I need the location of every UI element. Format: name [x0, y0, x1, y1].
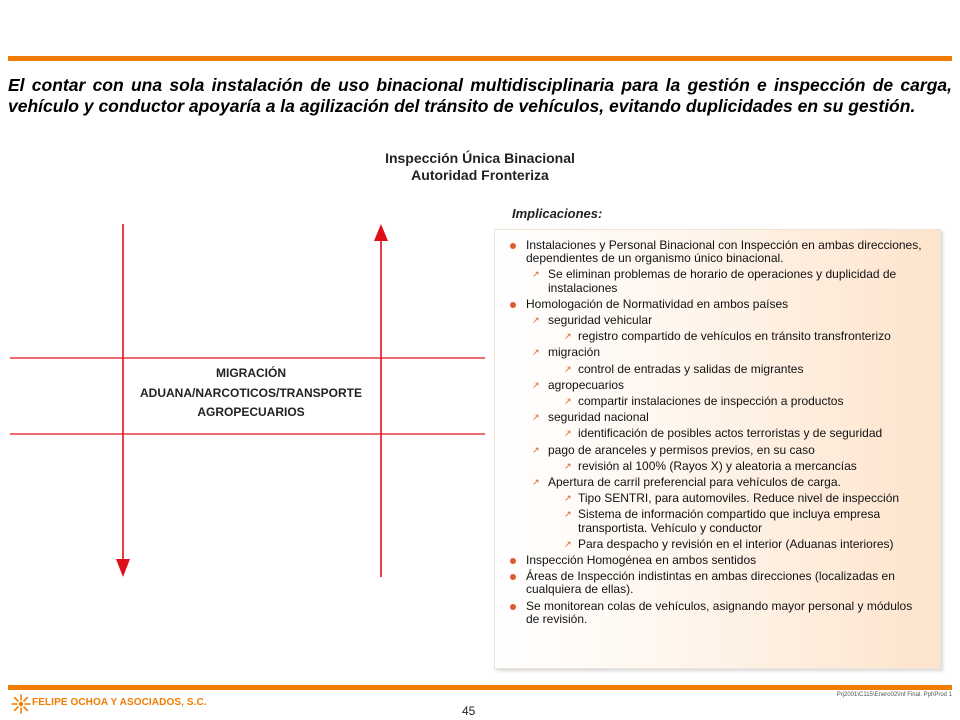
implication-item-level2 [509, 346, 928, 359]
implication-item-level3 [509, 330, 928, 343]
top-divider-bar [8, 56, 952, 61]
bullet-dot-icon [510, 558, 516, 564]
bottom-divider-bar [8, 685, 952, 690]
bullet-dot-icon [510, 574, 516, 580]
sub-bullet-arrow-icon: ↗ [564, 363, 572, 374]
sub-bullet-arrow-icon: ↗ [564, 331, 572, 342]
implication-item-level2 [509, 268, 928, 294]
sub-bullet-arrow-icon: ↗ [564, 509, 572, 520]
implication-item-level2 [509, 476, 928, 489]
sub-bullet-arrow-icon: ↗ [564, 428, 572, 439]
implication-text: Para despacho y revisión en el interior (Aduanas interiores) [578, 536, 894, 551]
bullet-dot-icon [510, 302, 516, 308]
sub-bullet-arrow-icon: ↗ [532, 444, 540, 455]
implication-text: Inspección Homogénea en ambos sentidos [526, 553, 757, 568]
company-logo-icon [10, 693, 32, 715]
bullet-dot-icon [510, 243, 516, 249]
implication-item-level3 [509, 460, 928, 473]
implication-text: migración [548, 345, 601, 360]
implication-text: Homologación de Normatividad en ambos países [526, 296, 789, 311]
implication-item-level2 [509, 379, 928, 392]
down-arrow-head [116, 559, 130, 577]
sub-bullet-arrow-icon: ↗ [532, 347, 540, 358]
agency-migracion: MIGRACIÓN [216, 366, 286, 380]
implication-text: Se monitorean colas de vehículos, asignando mayor personal y módulos de revisión. [526, 598, 913, 626]
implication-item-level3 [509, 395, 928, 408]
implication-item-level1 [509, 600, 928, 626]
sub-bullet-arrow-icon: ↗ [564, 538, 572, 549]
implication-item-level2 [509, 314, 928, 327]
implication-text: Instalaciones y Personal Binacional con Inspección en ambas direcciones, dependientes de un organismo único binacional. [526, 238, 922, 266]
implication-item-level3 [509, 508, 928, 534]
sub-bullet-arrow-icon: ↗ [564, 493, 572, 504]
implication-text: Apertura de carril preferencial para vehículos de carga. [548, 475, 841, 490]
up-arrow-head [374, 224, 388, 241]
implications-heading: Implicaciones: [512, 206, 603, 221]
sub-bullet-arrow-icon: ↗ [532, 269, 540, 280]
company-name: FELIPE OCHOA Y ASOCIADOS, S.C. [32, 697, 207, 708]
implication-text: identificación de posibles actos terroristas y de seguridad [578, 426, 883, 441]
agency-agropecuarios: AGROPECUARIOS [197, 405, 305, 419]
implication-text: seguridad vehicular [548, 313, 653, 328]
sub-bullet-arrow-icon: ↗ [564, 460, 572, 471]
implication-text: pago de aranceles y permisos previos, en su caso [548, 442, 815, 457]
implications-list [495, 230, 940, 626]
sub-bullet-arrow-icon: ↗ [532, 412, 540, 423]
implication-text: agropecuarios [548, 377, 625, 392]
diagram-title-line1: Inspección Única Binacional [385, 150, 575, 166]
implication-text: seguridad nacional [548, 410, 649, 425]
implication-text: registro compartido de vehículos en tránsito transfronterizo [578, 329, 891, 344]
implication-item-level3 [509, 363, 928, 376]
sub-bullet-arrow-icon: ↗ [532, 315, 540, 326]
implication-text: Sistema de información compartido que incluya empresa transportista. Vehículo y conductor [578, 507, 881, 535]
page-number: 45 [462, 704, 476, 718]
control-agencies-label [120, 364, 382, 423]
headline-text: El contar con una sola instalación de uso binacional multidisciplinaria para la gestión e inspección de carga, vehículo y conductor apoyaría a la agilización del tránsito de vehículos, evitando duplicidades en su gestión. [8, 75, 952, 116]
implication-text: revisión al 100% (Rayos X) y aleatoria a mercancías [578, 458, 857, 473]
implication-item-level3 [509, 427, 928, 440]
implication-item-level1 [509, 554, 928, 567]
implication-item-level3 [509, 492, 928, 505]
implication-item-level2 [509, 411, 928, 424]
sub-bullet-arrow-icon: ↗ [532, 379, 540, 390]
implication-item-level1 [509, 570, 928, 596]
implication-item-level1 [509, 239, 928, 265]
sub-bullet-arrow-icon: ↗ [532, 477, 540, 488]
bullet-dot-icon [510, 604, 516, 610]
sub-bullet-arrow-icon: ↗ [564, 396, 572, 407]
file-reference: Prj2001\C115\Enero02\Inf Final. Ppt\Prod 1 [836, 692, 952, 698]
implication-text: Tipo SENTRI, para automoviles. Reduce nivel de inspección [578, 491, 900, 506]
implication-text: control de entradas y salidas de migrantes [578, 361, 804, 376]
implication-item-level2 [509, 444, 928, 457]
diagram-title [280, 150, 680, 184]
implication-item-level3 [509, 538, 928, 551]
implication-text: Áreas de Inspección indistintas en ambas direcciones (localizadas en cualquiera de ellas). [526, 569, 895, 597]
agency-aduana: ADUANA/NARCOTICOS/TRANSPORTE [140, 385, 362, 400]
implication-text: compartir instalaciones de inspección a productos [578, 394, 844, 409]
diagram-title-line2: Autoridad Fronteriza [411, 167, 549, 183]
implication-text: Se eliminan problemas de horario de operaciones y duplicidad de instalaciones [548, 267, 897, 295]
implications-panel [494, 229, 941, 669]
implication-item-level1 [509, 298, 928, 311]
